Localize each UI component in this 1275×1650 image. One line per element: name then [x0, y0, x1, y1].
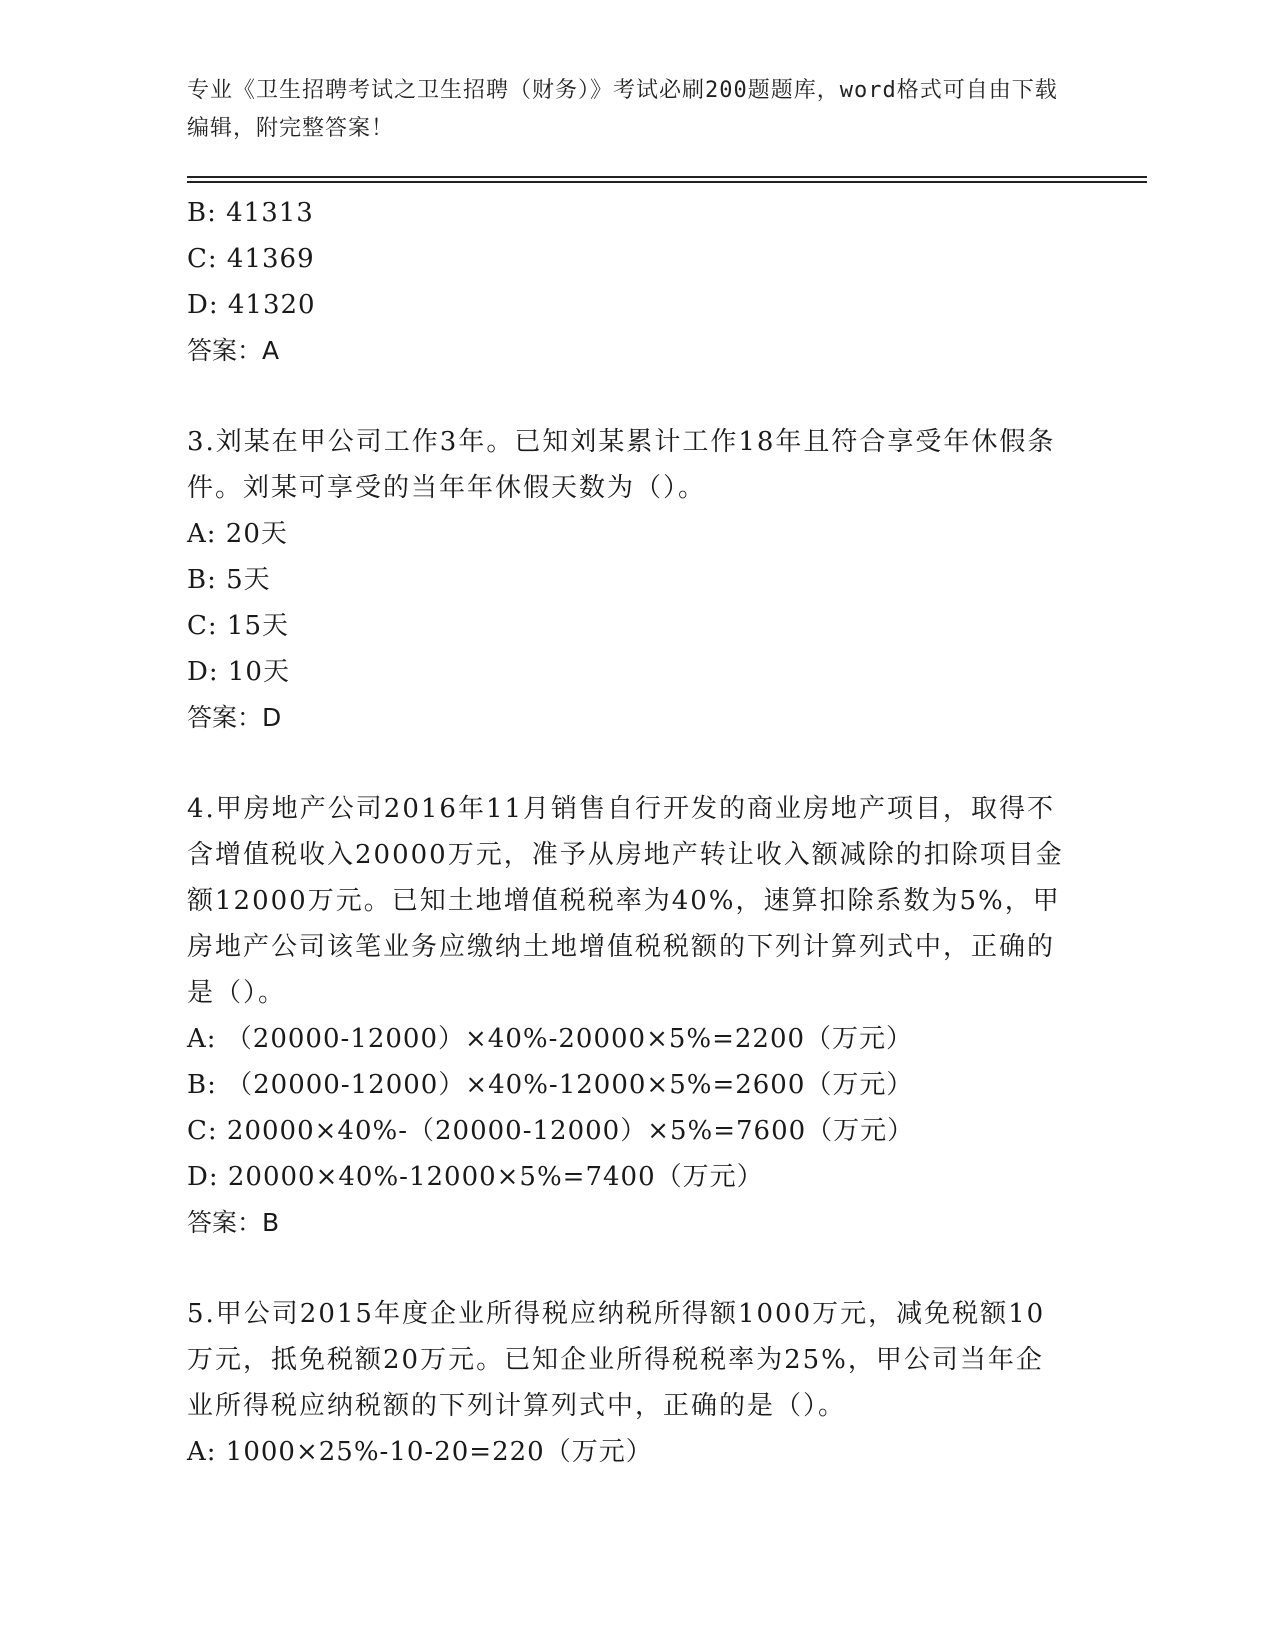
option-b: B: 5天 — [187, 565, 271, 595]
spacer — [187, 1246, 1067, 1291]
answer-line: 答案：A — [187, 336, 280, 365]
option-c: C: 41369 — [187, 244, 315, 274]
question-stem: 3.刘某在甲公司工作3年。已知刘某累计工作18年且符合享受年休假条件。刘某可享受的当年年休假天数为（）。 — [187, 427, 1056, 503]
option-d: D: 20000×40%-12000×5%=7400（万元） — [187, 1162, 764, 1192]
option-c: C: 20000×40%-（20000-12000）×5%=7600（万元） — [187, 1116, 915, 1146]
option-a: A: 20天 — [187, 519, 288, 549]
header-rule-top — [187, 176, 1147, 178]
question-3 — [187, 419, 1067, 741]
question-5 — [187, 1291, 1067, 1475]
answer-line: 答案：D — [187, 703, 282, 732]
option-b: B: （20000-12000）×40%-12000×5%=2600（万元） — [187, 1070, 914, 1100]
header-title: 专业《卫生招聘考试之卫生招聘（财务）》考试必刷200题题库，word格式可自由下载编辑，附完整答案！ — [187, 78, 1058, 141]
option-b: B: 41313 — [187, 198, 314, 228]
answer-line: 答案：B — [187, 1208, 280, 1237]
option-d: D: 41320 — [187, 290, 316, 320]
option-c: C: 15天 — [187, 611, 290, 641]
option-a: A: （20000-12000）×40%-20000×5%=2200（万元） — [187, 1024, 914, 1054]
spacer — [187, 374, 1067, 419]
document-header — [187, 72, 1067, 148]
header-rule-bottom — [187, 181, 1147, 183]
question-2-continued — [187, 190, 1067, 374]
question-4 — [187, 786, 1067, 1246]
spacer — [187, 741, 1067, 786]
question-stem: 4.甲房地产公司2016年11月销售自行开发的商业房地产项目，取得不含增值税收入20000万元，准予从房地产转让收入额减除的扣除项目金额12000万元。已知土地增值税税率为40%，速算扣除系数为5%，甲房地产公司该笔业务应缴纳土地增值税税额的下列计算列式中，正确的是（）。 — [187, 794, 1064, 1008]
option-a: A: 1000×25%-10-20=220（万元） — [187, 1437, 653, 1467]
document-body — [187, 190, 1067, 1475]
option-d: D: 10天 — [187, 657, 290, 687]
question-stem: 5.甲公司2015年度企业所得税应纳税所得额1000万元，减免税额10万元，抵免税额20万元。已知企业所得税税率为25%，甲公司当年企业所得税应纳税额的下列计算列式中，正确的是（）。 — [187, 1299, 1046, 1421]
